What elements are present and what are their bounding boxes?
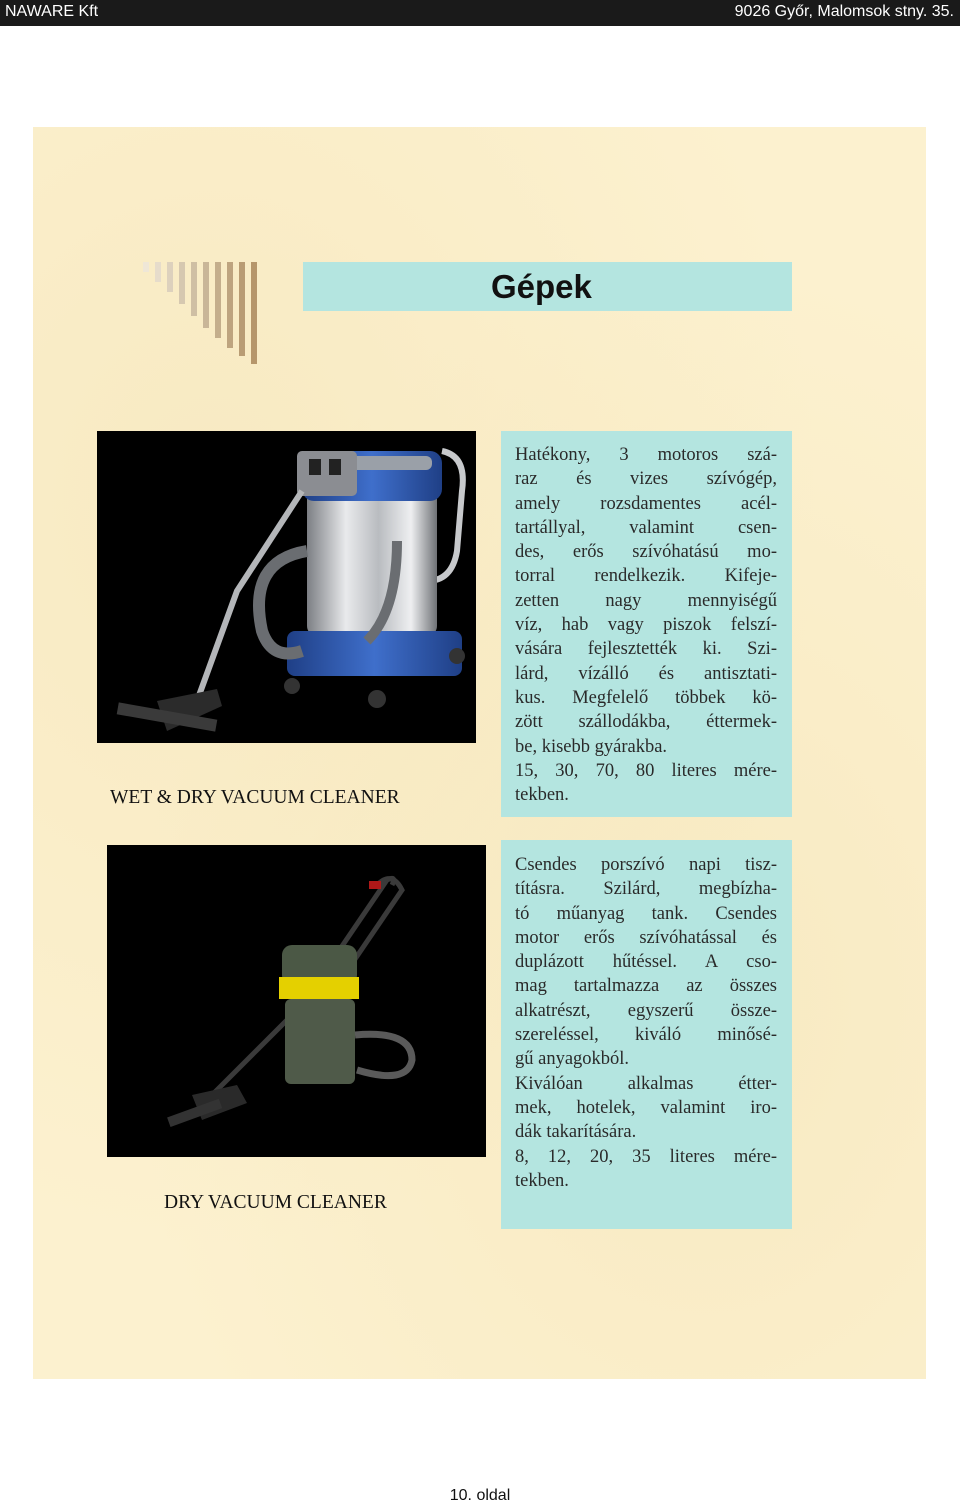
description-line: lárd, vízálló és antisztati-: [515, 663, 777, 684]
description-line: tekben.: [515, 785, 569, 806]
description-line: be, kisebb gyárakba.: [515, 736, 668, 757]
dry-vacuum-photo: [107, 845, 486, 1157]
decorative-bars: [143, 262, 303, 382]
description-line: Csendes porszívó napi tisz-: [515, 855, 777, 875]
description-line: motor erős szívóhatással és: [515, 927, 777, 948]
wet-dry-vacuum-caption: WET & DRY VACUUM CLEANER: [110, 787, 400, 808]
description-line: 15, 30, 70, 80 literes mére-: [515, 760, 777, 781]
description-line: Hatékony, 3 motoros szá-: [515, 445, 777, 465]
dry-vacuum-description: [501, 840, 792, 1229]
description-line: víz, hab vagy piszok felszí-: [515, 615, 777, 636]
description-line: amely rozsdamentes acél-: [515, 493, 777, 514]
description-line: tó műanyag tank. Csendes: [515, 903, 777, 924]
description-line: torral rendelkezik. Kifeje-: [515, 566, 777, 587]
wet-dry-vacuum-photo: [97, 431, 476, 743]
description-line: 8, 12, 20, 35 literes mére-: [515, 1146, 777, 1167]
description-line: tartállyal, valamint csen-: [515, 517, 777, 538]
dry-vacuum-caption: DRY VACUUM CLEANER: [164, 1192, 387, 1213]
description-line: raz és vizes szívógép,: [515, 469, 777, 490]
description-line: des, erős szívóhatású mo-: [515, 542, 777, 563]
description-line: kus. Megfelelő többek kö-: [515, 687, 777, 708]
description-line: mag tartalmazza az összes: [515, 976, 777, 997]
description-line: vására fejlesztették ki. Szi-: [515, 639, 777, 660]
wet-dry-vacuum-description: [501, 431, 792, 817]
description-line: tekben.: [515, 1170, 569, 1191]
description-line: duplázott hűtéssel. A cso-: [515, 952, 777, 973]
description-line: szereléssel, kiváló minősé-: [515, 1025, 777, 1046]
page-header: [0, 0, 960, 26]
description-line: gű anyagokból.: [515, 1049, 630, 1070]
description-line: dák takarítására.: [515, 1122, 637, 1143]
description-line: mek, hotelek, valamint iro-: [515, 1097, 777, 1118]
company-name: NAWARE Kft: [5, 3, 99, 20]
page-number: 10. oldal: [449, 1487, 511, 1504]
section-title: Gépek: [491, 268, 592, 305]
description-line: tításra. Szilárd, megbízha-: [515, 879, 777, 900]
section-title-band: [303, 262, 792, 311]
dry-vacuum-illustration: [107, 845, 486, 1157]
description-line: alkatrészt, egyszerű össze-: [515, 1000, 777, 1021]
description-line: zetten nagy mennyiségű: [515, 590, 777, 611]
company-address: 9026 Győr, Malomsok stny. 35.: [734, 3, 954, 20]
wet-dry-vacuum-illustration: [97, 431, 476, 743]
description-line: Kiválóan alkalmas étter-: [515, 1073, 777, 1094]
description-line: zött szállodákba, éttermek-: [515, 712, 777, 733]
